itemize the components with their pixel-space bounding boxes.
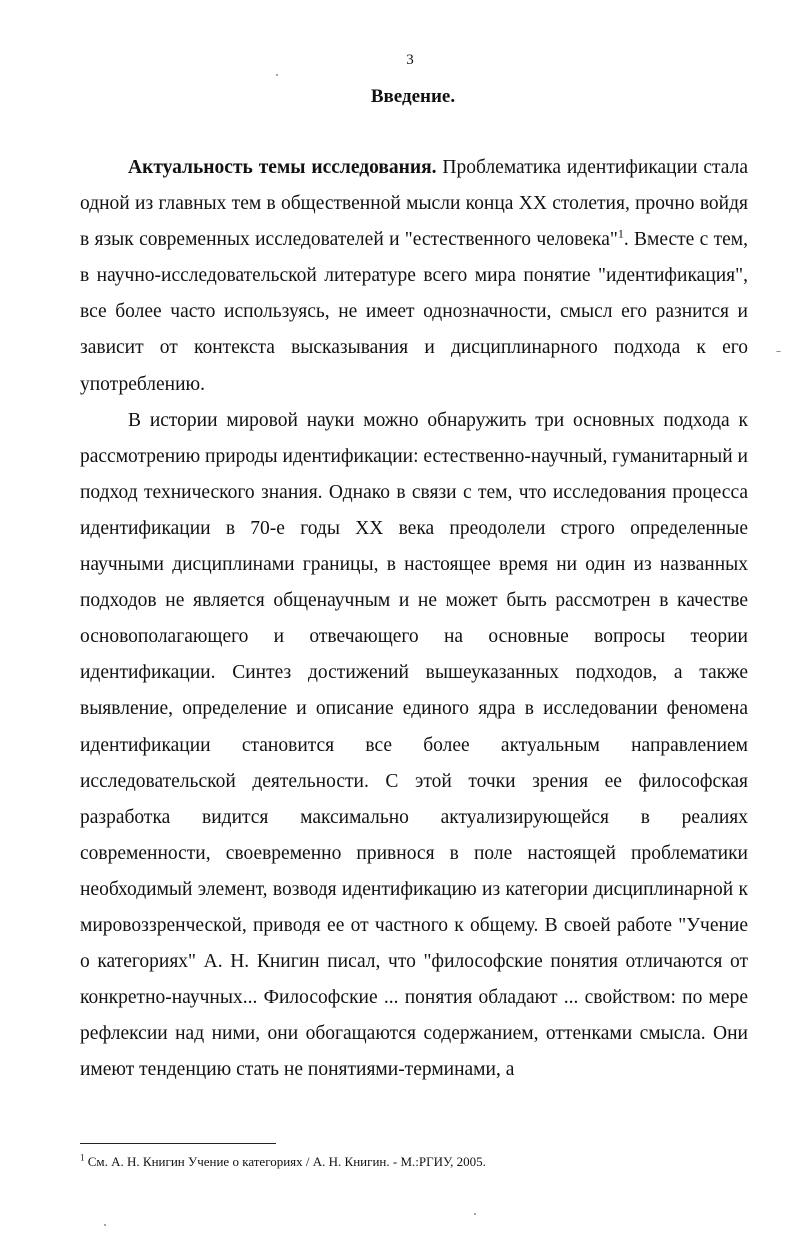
scan-speck — [776, 351, 781, 352]
body-text — [80, 150, 748, 1088]
scan-speck — [276, 74, 278, 76]
footnote-reference: 1 — [617, 226, 624, 241]
footnote-mark: 1 — [80, 1152, 85, 1163]
paragraph-approaches — [80, 403, 748, 1089]
paragraph-text: В истории мировой науки можно обнаружить три основных подхода к рассмотрению природы идентификации: естественно-научный, гуманитарный и подход технического знания. Однако в связи с тем, что исследования процесса идентификации в 70-е годы XX века преодолели строго определенные научными дисциплинами границы, в настоящее время ни один из названных подходов не является общенаучным и не может быть рассмотрен в качестве основополагающего и отвечающего на основные вопросы теории идентификации. Синтез достижений вышеуказанных подходов, а также выявление, определение и описание единого ядра в исследовании феномена идентификации становится все более актуальным направлением исследовательской деятельности. С этой точки зрения ее философская разработка видится максимально актуализирующейся в реалиях современности, своевременно привнося в поле настоящей проблематики необходимый элемент, возводя идентификацию из категории дисциплинарной к мировоззренческой, приводя ее от частного к общему. В своей работе "Учение о категориях" А. Н. Книгин писал, что "философские понятия отличаются от конкретно-научных... Философские ... понятия обладают ... свойством: по мере рефлексии над ними, они обогащаются содержанием, оттенками смысла. Они имеют тенденцию стать не понятиями-терминами, а — [80, 409, 748, 1081]
scan-speck — [104, 1224, 106, 1226]
footnote-divider — [80, 1143, 276, 1144]
page-number: 3 — [406, 52, 414, 68]
paragraph-lead-heading: Актуальность темы исследования. — [128, 157, 437, 178]
footnote-text: См. А. Н. Книгин Учение о категориях / А. Н. Книгин. - М.:РГИУ, 2005. — [84, 1154, 486, 1169]
paragraph-relevance — [80, 150, 748, 403]
scan-speck — [474, 1213, 476, 1215]
paragraph-text: . Вместе с тем, в научно-исследовательской литературе всего мира понятие "идентификация", все более часто используясь, не имеет однозначности, смысл его разнится и зависит от контекста высказывания и дисциплинарного подхода к его употреблению. — [80, 229, 748, 395]
paragraph-text: Проблематика идентификации стала одной из главных тем в общественной мысли конца XX столетия, прочно войдя в язык современных исследователей и "естественного человека" — [80, 157, 749, 251]
footnote — [80, 1152, 750, 1172]
section-title: Введение. — [370, 86, 456, 107]
